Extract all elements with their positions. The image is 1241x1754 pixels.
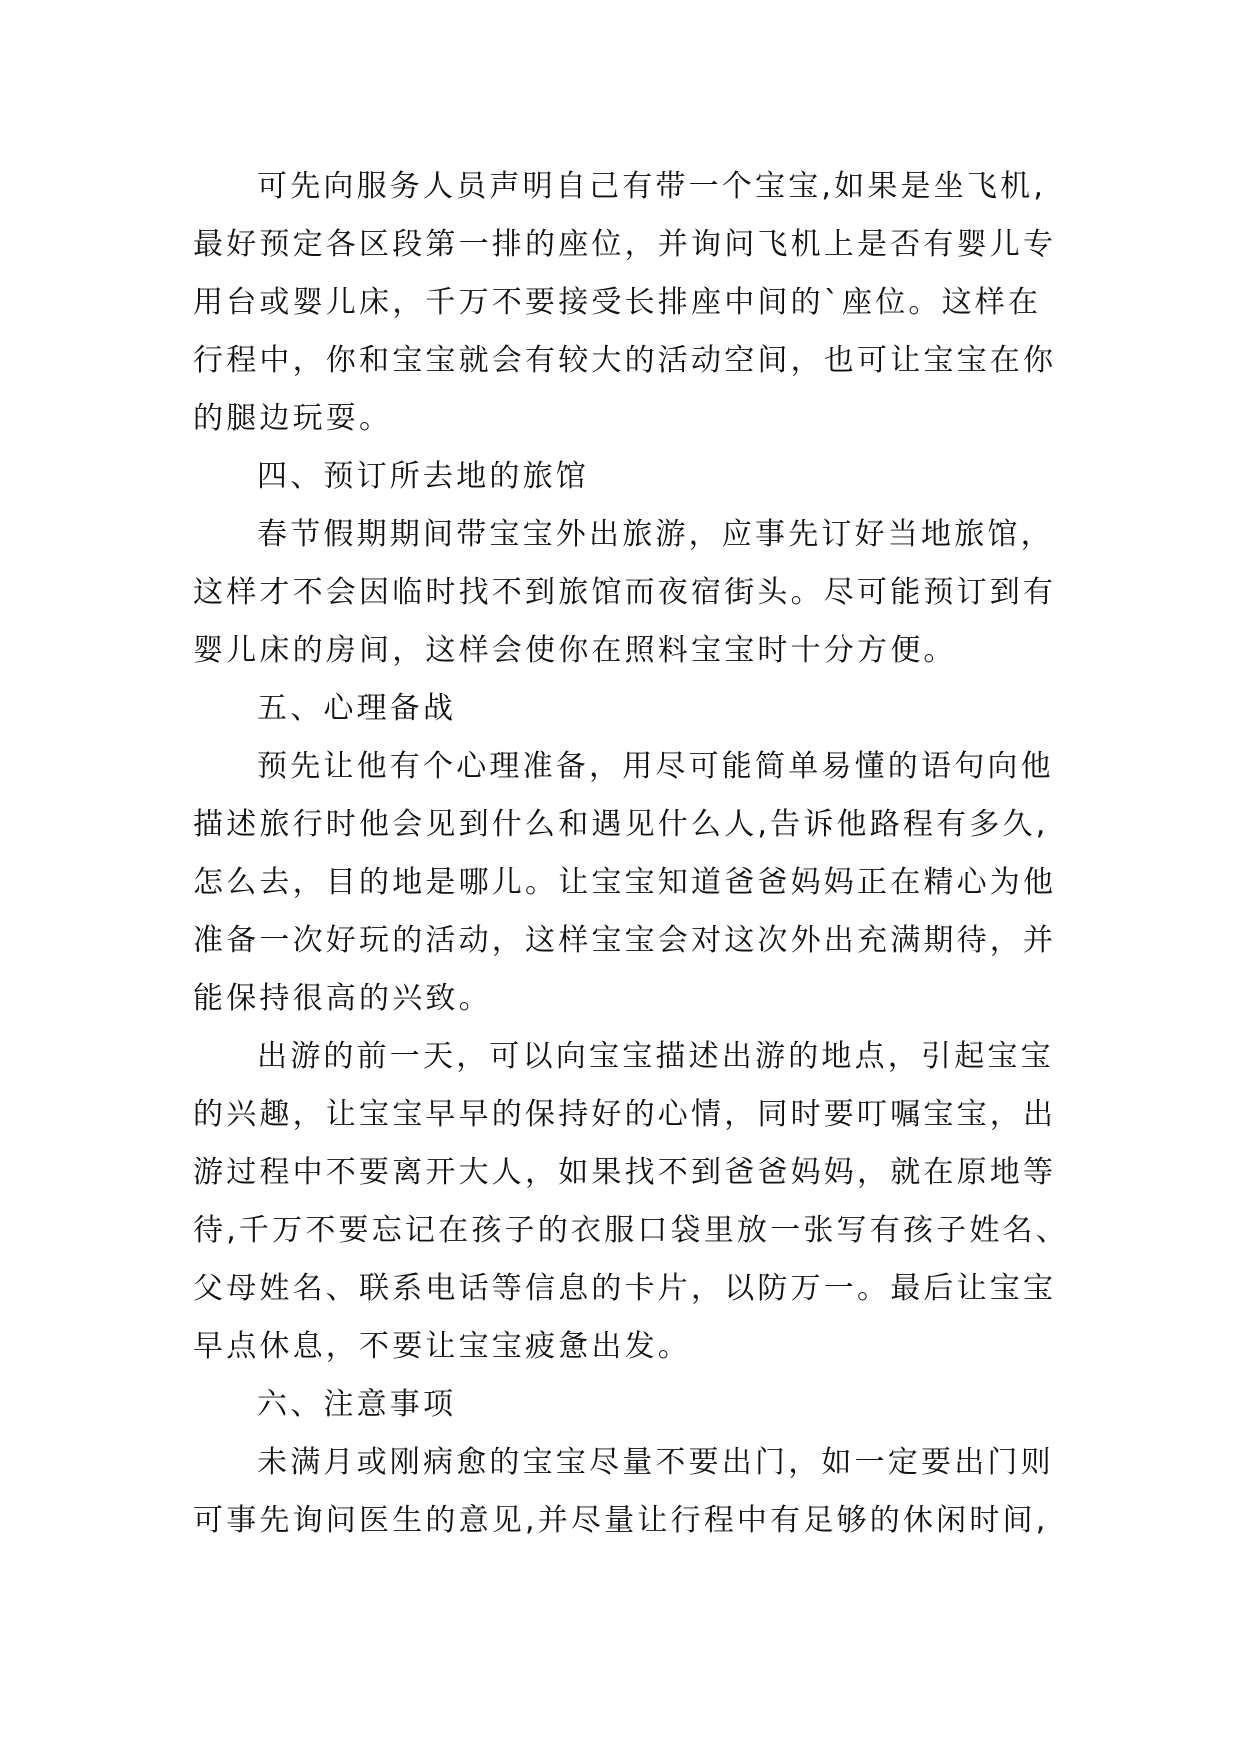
text-line: 出游的前一天，可以向宝宝描述出游的地点，引起宝宝 xyxy=(257,1039,1054,1074)
text-line: 早点休息，不要让宝宝疲惫出发。 xyxy=(193,1329,691,1364)
document-body xyxy=(193,158,1069,1550)
text-line: 准备一次好玩的活动，这样宝宝会对这次外出充满期待，并 xyxy=(193,923,1057,958)
text-line: 春节假期期间带宝宝外出旅游，应事先订好当地旅馆， xyxy=(257,517,1054,552)
text-line: 可事先询问医生的意见,并尽量让行程中有足够的休闲时间, xyxy=(193,1503,1049,1538)
text-line: 父母姓名、联系电话等信息的卡片，以防万一。最后让宝宝 xyxy=(193,1271,1057,1306)
text-line: 这样才不会因临时找不到旅馆而夜宿街头。尽可能预订到有 xyxy=(193,575,1057,610)
text-line: 未满月或刚病愈的宝宝尽量不要出门，如一定要出门则 xyxy=(257,1445,1054,1480)
text-line: 能保持很高的兴致。 xyxy=(193,981,492,1016)
section-heading: 四、预订所去地的旅馆 xyxy=(257,459,589,494)
section-heading: 六、注意事项 xyxy=(257,1387,457,1422)
text-line: 怎么去，目的地是哪儿。让宝宝知道爸爸妈妈正在精心为他 xyxy=(193,865,1057,900)
text-line: 待,千万不要忘记在孩子的衣服口袋里放一张写有孩子姓名、 xyxy=(193,1213,1069,1248)
text-line: 描述旅行时他会见到什么和遇见什么人,告诉他路程有多久, xyxy=(193,807,1049,842)
text-line: 的兴趣，让宝宝早早的保持好的心情，同时要叮嘱宝宝，出 xyxy=(193,1097,1057,1132)
text-line: 最好预定各区段第一排的座位，并询问飞机上是否有婴儿专 xyxy=(193,227,1057,262)
text-line: 行程中，你和宝宝就会有较大的活动空间，也可让宝宝在你 xyxy=(193,343,1057,378)
text-line: 预先让他有个心理准备，用尽可能简单易懂的语句向他 xyxy=(257,749,1054,784)
text-line: 可先向服务人员声明自己有带一个宝宝,如果是坐飞机, xyxy=(257,169,1047,204)
section-heading: 五、心理备战 xyxy=(257,691,457,726)
text-line: 用台或婴儿床，千万不要接受长排座中间的`座位。这样在 xyxy=(193,285,1042,320)
text-line: 婴儿床的房间，这样会使你在照料宝宝时十分方便。 xyxy=(193,633,957,668)
text-line: 的腿边玩耍。 xyxy=(193,401,393,436)
text-line: 游过程中不要离开大人，如果找不到爸爸妈妈，就在原地等 xyxy=(193,1155,1057,1190)
